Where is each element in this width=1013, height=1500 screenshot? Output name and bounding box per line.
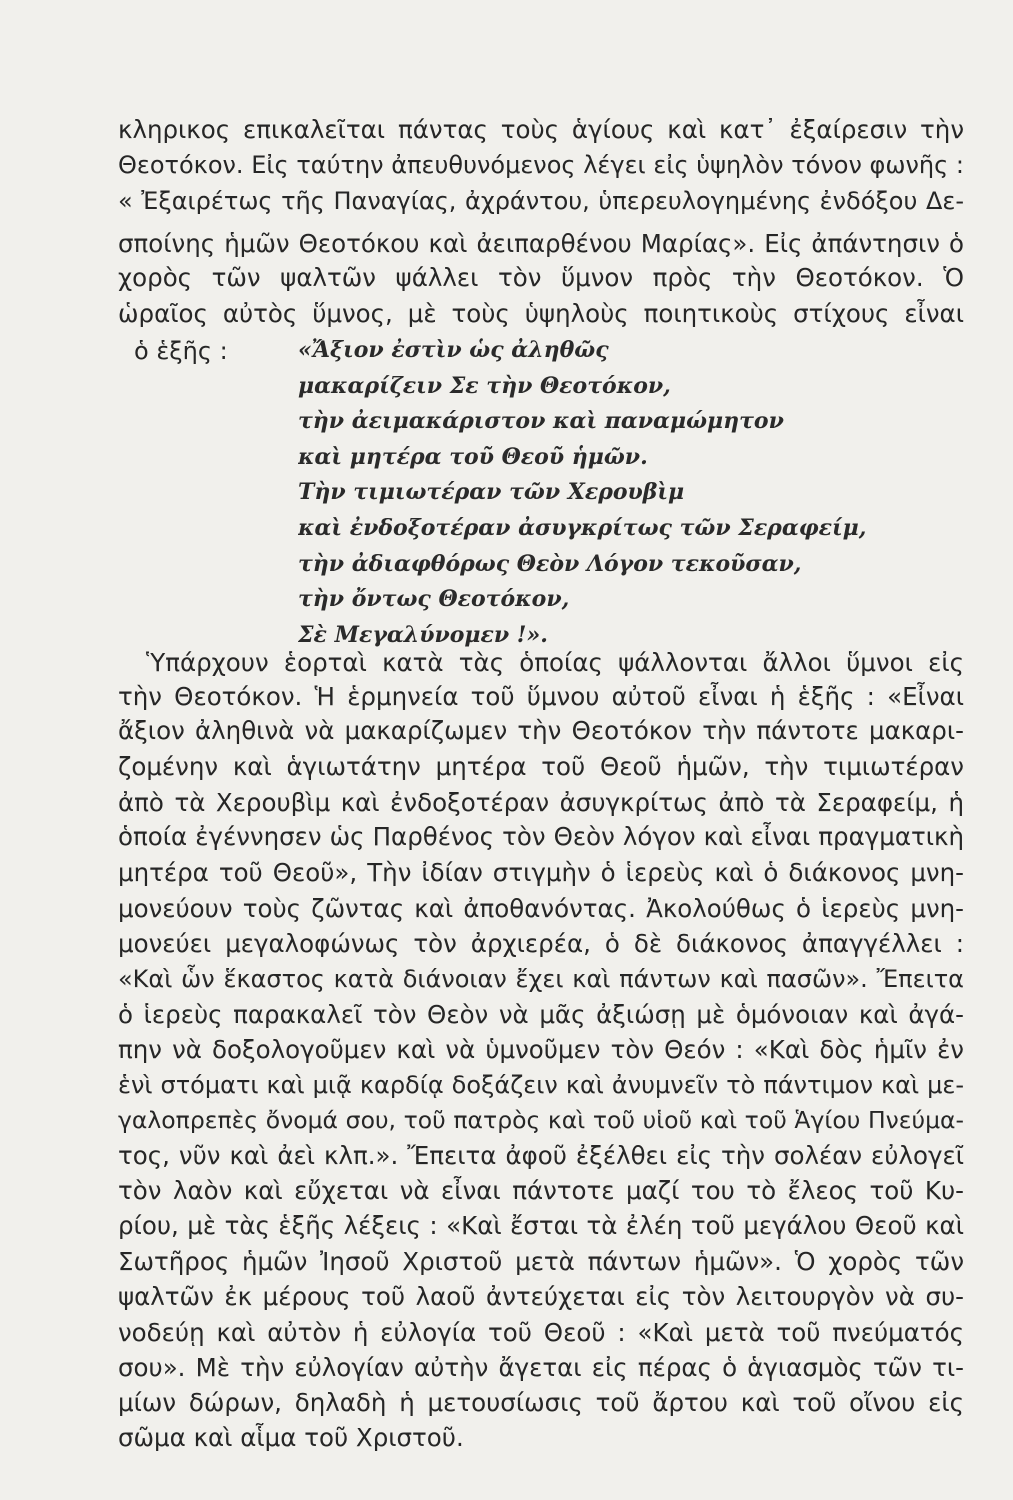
text-line: ἄξιον ἀληθινὰ νὰ μακαρίζωμεν τὴν Θεοτόκον τὴν πάντοτε μακαρι- (118, 716, 964, 745)
text-line: ὁποία ἐγέννησεν ὡς Παρθένος τὸν Θεὸν λόγον καὶ εἶναι πραγματικὴ (118, 822, 964, 851)
text-line: σου». Μὲ τὴν εὐλογίαν αὐτὴν ἄγεται εἰς πέρας ὁ ἁγιασμὸς τῶν τι- (118, 1353, 964, 1382)
text-line: μητέρα τοῦ Θεοῦ», Τὴν ἰδίαν στιγμὴν ὁ ἱερεὺς καὶ ὁ διάκονος μνη- (118, 858, 964, 887)
text-line: ζομένην καὶ ἁγιωτάτην μητέρα τοῦ Θεοῦ ἡμῶν, τὴν τιμιωτέραν (118, 752, 964, 781)
text-line: σποίνης ἡμῶν Θεοτόκου καὶ ἀειπαρθένου Μαρίας». Εἰς ἀπάντησιν ὁ (118, 229, 964, 258)
hymn-line: καὶ μητέρα τοῦ Θεοῦ ἡμῶν. (298, 443, 648, 470)
hymn-line: τὴν ὄντως Θεοτόκον, (298, 586, 570, 613)
hymn-block (298, 333, 866, 653)
text-line: νοδεύῃ καὶ αὐτὸν ἡ εὐλογία τοῦ Θεοῦ : «Καὶ μετὰ τοῦ πνεύματός (118, 1318, 964, 1347)
text-line: γαλοπρεπὲς ὄνομά σου, τοῦ πατρὸς καὶ τοῦ υἱοῦ καὶ τοῦ Ἁγίου Πνεύμα- (118, 1106, 964, 1134)
text-line: «Καὶ ὧν ἕκαστος κατὰ διάνοιαν ἔχει καὶ πάντων καὶ πασῶν». Ἔπειτα (118, 965, 964, 993)
hymn-line: τὴν ἀειμακάριστον καὶ παναμώμητον (298, 408, 784, 435)
text-line: Ὑπάρχουν ἑορταὶ κατὰ τὰς ὁποίας ψάλλονται ἄλλοι ὕμνοι εἰς (146, 648, 964, 677)
text-line: Σωτῆρος ἡμῶν Ἰησοῦ Χριστοῦ μετὰ πάντων ἡμῶν». Ὁ χορὸς τῶν (118, 1247, 964, 1276)
text-line: μονεύει μεγαλοφώνως τὸν ἀρχιερέα, ὁ δὲ διάκονος ἀπαγγέλλει : (118, 929, 964, 958)
text-line: τος, νῦν καὶ ἀεὶ κλπ.». Ἔπειτα ἀφοῦ ἐξέλθει εἰς τὴν σολέαν εὐλογεῖ (118, 1141, 964, 1170)
text-line: ὡραῖος αὐτὸς ὕμνος, μὲ τοὺς ὑψηλοὺς ποιητικοὺς στίχους εἶναι (118, 299, 964, 328)
hymn-line: «Ἄξιον ἐστὶν ὡς ἀληθῶς (298, 337, 609, 363)
text-line: σῶμα καὶ αἷμα τοῦ Χριστοῦ. (118, 1423, 464, 1452)
text-line: χορὸς τῶν ψαλτῶν ψάλλει τὸν ὕμνον πρὸς τὴν Θεοτόκον. Ὁ (118, 263, 964, 292)
hymn-line: καὶ ἐνδοξοτέραν ἀσυγκρίτως τῶν Σεραφείμ, (298, 514, 867, 541)
text-line: μονεύουν τοὺς ζῶντας καὶ ἀποθανόντας. Ἀκολούθως ὁ ἱερεὺς μνη- (118, 894, 964, 923)
hymn-line: Σὲ Μεγαλύνομεν !». (298, 621, 548, 648)
text-line: ἀπὸ τὰ Χερουβὶμ καὶ ἐνδοξοτέραν ἀσυγκρίτως ἀπὸ τὰ Σεραφείμ, ἡ (118, 788, 964, 817)
text-line-lead: ὁ ἑξῆς : (134, 337, 228, 365)
text-line: μίων δώρων, δηλαδὴ ἡ μετουσίωσις τοῦ ἄρτου καὶ τοῦ οἴνου εἰς (118, 1388, 964, 1417)
text-line: πην νὰ δοξολογοῦμεν καὶ νὰ ὑμνοῦμεν τὸν Θεόν : «Καὶ δὸς ἡμῖν ἐν (118, 1035, 964, 1064)
text-line: ἑνὶ στόματι καὶ μιᾷ καρδίᾳ δοξάζειν καὶ ἀνυμνεῖν τὸ πάντιμον καὶ με- (118, 1071, 964, 1099)
text-line: Θεοτόκον. Εἰς ταύτην ἀπευθυνόμενος λέγει εἰς ὑψηλὸν τόνον φωνῆς : (118, 151, 964, 179)
hymn-line: τὴν ἀδιαφθόρως Θεὸν Λόγον τεκοῦσαν, (298, 550, 802, 577)
hymn-line: μακαρίζειν Σε τὴν Θεοτόκον, (298, 372, 671, 399)
text-line: κληρικος επικαλεῖται πάντας τοὺς ἁγίους καὶ κατ᾽ ἐξαίρεσιν τὴν (118, 115, 964, 144)
hymn-line: Τὴν τιμιωτέραν τῶν Χερουβὶμ (298, 479, 685, 506)
text-line: ψαλτῶν ἐκ μέρους τοῦ λαοῦ ἀντεύχεται εἰς τὸν λειτουργὸν νὰ συ- (118, 1282, 964, 1311)
text-line: τὸν λαὸν καὶ εὔχεται νὰ εἶναι πάντοτε μαζί του τὸ ἔλεος τοῦ Κυ- (118, 1176, 964, 1205)
text-line: ὁ ἱερεὺς παρακαλεῖ τὸν Θεὸν νὰ μᾶς ἀξιώσῃ μὲ ὁμόνοιαν καὶ ἀγά- (118, 1000, 964, 1029)
text-line: τὴν Θεοτόκον. Ἡ ἑρμηνεία τοῦ ὕμνου αὐτοῦ εἶναι ἡ ἑξῆς : «Εἶναι (118, 682, 964, 711)
text-line: « Ἐξαιρέτως τῆς Παναγίας, ἀχράντου, ὑπερευλογημένης ἐνδόξου Δε- (118, 187, 964, 215)
text-line: ρίου, μὲ τὰς ἑξῆς λέξεις : «Καὶ ἔσται τὰ ἐλέη τοῦ μεγάλου Θεοῦ καὶ (118, 1211, 964, 1240)
